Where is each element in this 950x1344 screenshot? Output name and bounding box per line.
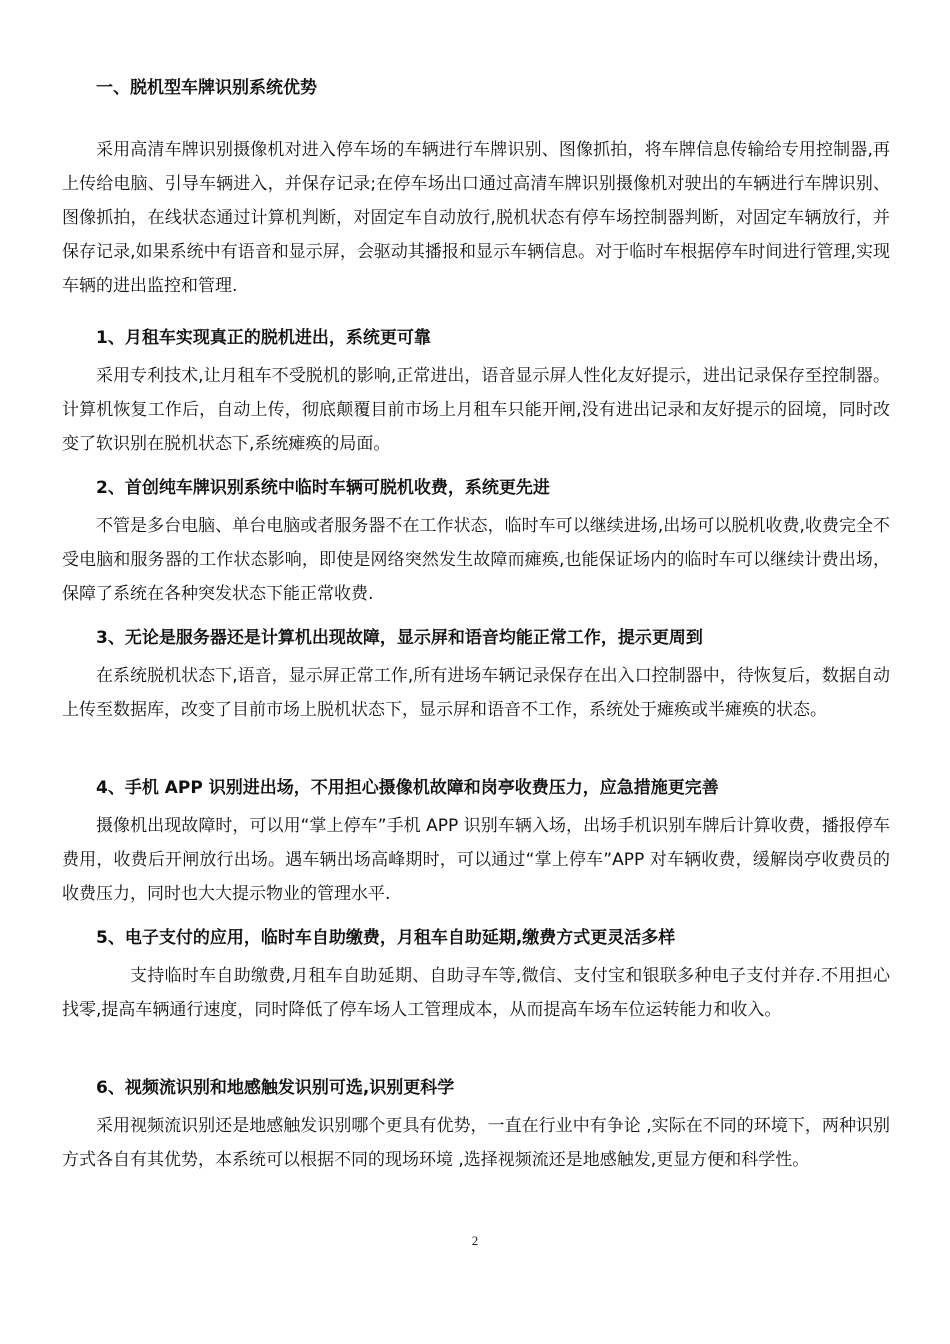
paragraph-2: 不管是多台电脑、单台电脑或者服务器不在工作状态，临时车可以继续进场,出场可以脱机收费,收费完全不受电脑和服务器的工作状态影响，即使是网络突然发生故障而瘫痪,也能保证场内的临时车可以继续计费出场，保障了系统在各种突发状态下能正常收费.: [62, 516, 890, 604]
heading-6: 6、视频流识别和地感触发识别可选,识别更科学: [96, 1078, 455, 1098]
heading-2: 2、首创纯车牌识别系统中临时车辆可脱机收费，系统更先进: [96, 478, 550, 498]
heading-1: 1、月租车实现真正的脱机进出，系统更可靠: [96, 328, 431, 348]
intro-paragraph: 采用高清车牌识别摄像机对进入停车场的车辆进行车牌识别、图像抓拍，将车牌信息传输给专用控制器,再上传给电脑、引导车辆进入，并保存记录;在停车场出口通过高清车牌识别摄像机对驶出的车辆进行车牌识别、图像抓拍，在线状态通过计算机判断，对固定车自动放行,脱机状态有停车场控制器判断，对固定车辆放行，并保存记录,如果系统中有语音和显示屏，会驱动其播报和显示车辆信息。对于临时车根据停车时间进行管理,实现车辆的进出监控和管理.: [62, 140, 890, 296]
section-title: 一、脱机型车牌识别系统优势: [96, 78, 317, 98]
page-number: 2: [471, 1233, 479, 1248]
paragraph-5: 支持临时车自助缴费,月租车自助延期、自助寻车等,微信、支付宝和银联多种电子支付并存.不用担心找零,提高车辆通行速度，同时降低了停车场人工管理成本，从而提高车场车位运转能力和收入。: [62, 966, 890, 1020]
paragraph-4: 摄像机出现故障时，可以用“掌上停车”手机 APP 识别车辆入场，出场手机识别车牌后计算收费，播报停车费用，收费后开闸放行出场。遇车辆出场高峰期时，可以通过“掌上停车”APP 对车辆收费，缓解岗亭收费员的收费压力，同时也大大提示物业的管理水平.: [62, 816, 890, 904]
heading-5: 5、电子支付的应用，临时车自助缴费，月租车自助延期,缴费方式更灵活多样: [96, 928, 676, 948]
heading-4: 4、手机 APP 识别进出场，不用担心摄像机故障和岗亭收费压力，应急措施更完善: [96, 778, 719, 798]
paragraph-3: 在系统脱机状态下,语音，显示屏正常工作,所有进场车辆记录保存在出入口控制器中，待恢复后，数据自动上传至数据库，改变了目前市场上脱机状态下，显示屏和语音不工作，系统处于瘫痪或半瘫痪的状态。: [62, 666, 890, 720]
paragraph-1: 采用专利技术,让月租车不受脱机的影响,正常进出，语音显示屏人性化友好提示，进出记录保存至控制器。计算机恢复工作后，自动上传，彻底颠覆目前市场上月租车只能开闸,没有进出记录和友好提示的囧境，同时改变了软识别在脱机状态下,系统瘫痪的局面。: [62, 366, 890, 454]
heading-3: 3、无论是服务器还是计算机出现故障，显示屏和语音均能正常工作，提示更周到: [96, 628, 703, 648]
paragraph-6: 采用视频流识别还是地感触发识别哪个更具有优势，一直在行业中有争论 ,实际在不同的环境下，两种识别方式各自有其优势，本系统可以根据不同的现场环境 ,选择视频流还是地感触发,更显方便和科学性。: [62, 1116, 890, 1170]
